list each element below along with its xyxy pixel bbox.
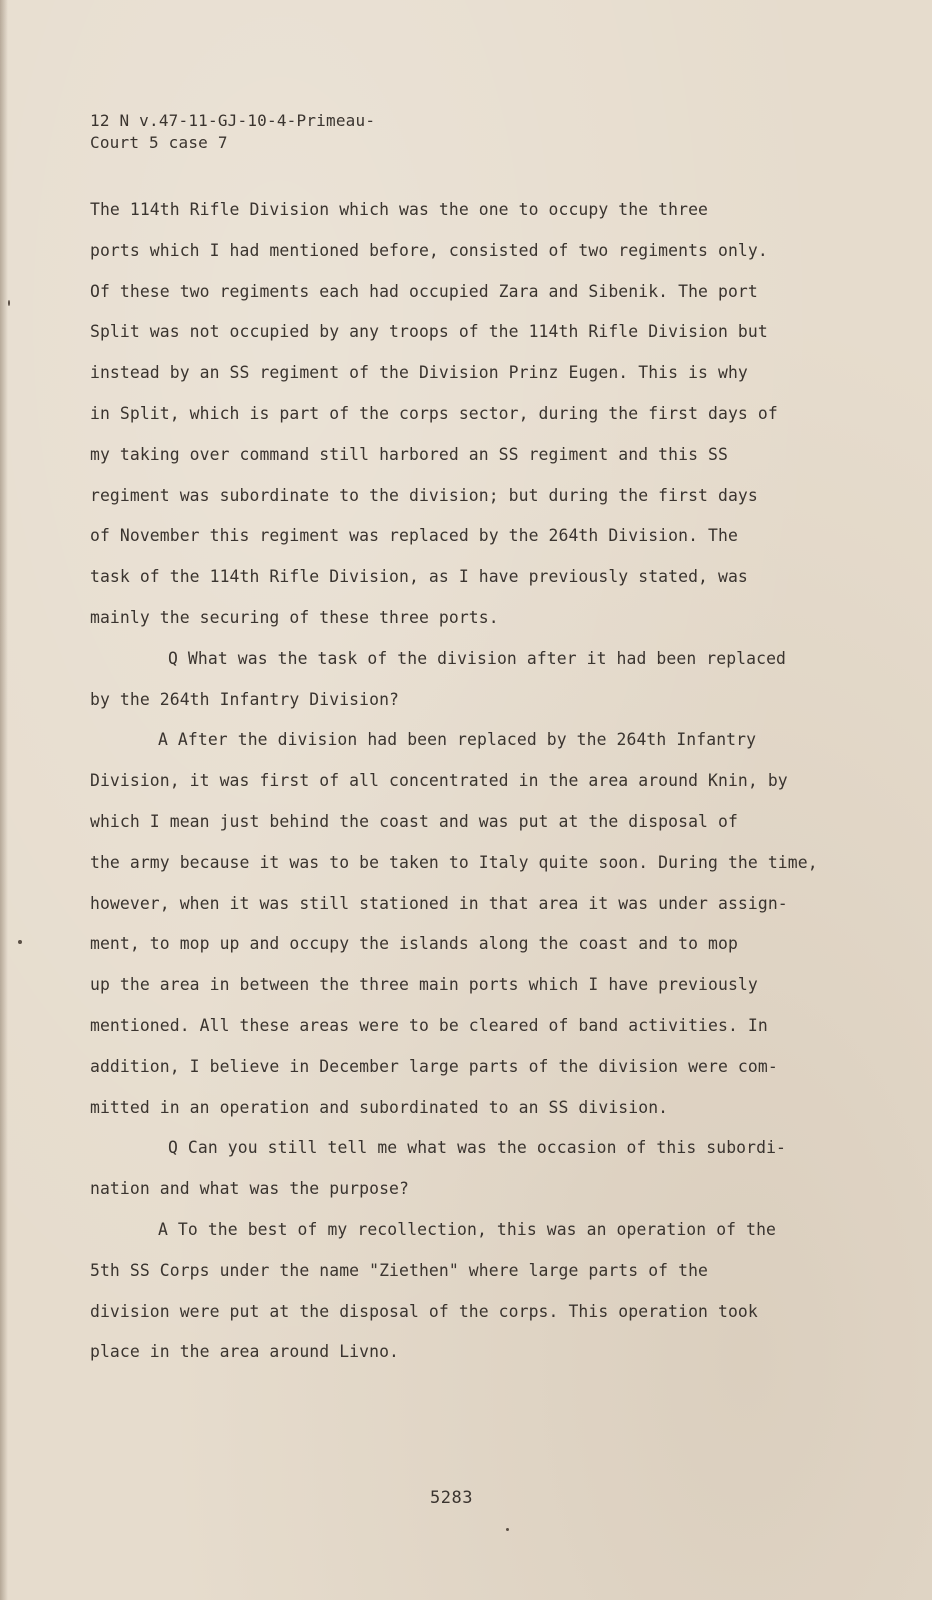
text-line: my taking over command still harbored an SS regiment and this SS bbox=[90, 444, 728, 464]
opening-paragraph bbox=[90, 190, 850, 639]
document-header bbox=[90, 110, 375, 154]
answer-1 bbox=[90, 720, 850, 1128]
text-line: instead by an SS regiment of the Division Prinz Eugen. This is why bbox=[90, 363, 748, 383]
text-line: A To the best of my recollection, this was an operation of the bbox=[158, 1219, 777, 1239]
text-line: regiment was subordinate to the division; but during the first days bbox=[90, 485, 758, 505]
header-reference: 12 N v.47-11-GJ-10-4-Primeau- bbox=[90, 111, 376, 130]
text-line: the army because it was to be taken to Italy quite soon. During the time, bbox=[90, 852, 818, 872]
text-line: mitted in an operation and subordinated to an SS division. bbox=[90, 1097, 669, 1117]
text-line: 5th SS Corps under the name "Ziethen" where large parts of the bbox=[90, 1260, 709, 1280]
paper-speck bbox=[506, 1528, 509, 1531]
text-line: mainly the securing of these three ports. bbox=[90, 607, 499, 627]
text-line: however, when it was still stationed in that area it was under assign- bbox=[90, 893, 788, 913]
paper-speck bbox=[18, 940, 22, 944]
text-line: Q Can you still tell me what was the occasion of this subordi- bbox=[168, 1138, 787, 1158]
text-line: up the area in between the three main ports which I have previously bbox=[90, 975, 758, 995]
text-line: Q What was the task of the division after it had been replaced bbox=[168, 648, 787, 668]
header-court-case: Court 5 case 7 bbox=[90, 133, 228, 152]
question-1 bbox=[90, 639, 850, 721]
answer-2 bbox=[90, 1210, 850, 1373]
text-line: which I mean just behind the coast and was put at the disposal of bbox=[90, 811, 738, 831]
text-line: division were put at the disposal of the corps. This operation took bbox=[90, 1301, 758, 1321]
text-line: A After the division had been replaced by the 264th Infantry bbox=[158, 730, 757, 750]
page-number: 5283 bbox=[430, 1488, 473, 1508]
page-edge-shadow bbox=[0, 0, 8, 1600]
text-line: place in the area around Livno. bbox=[90, 1342, 400, 1362]
text-line: by the 264th Infantry Division? bbox=[90, 689, 400, 709]
text-line: ment, to mop up and occupy the islands along the coast and to mop bbox=[90, 934, 738, 954]
text-line: addition, I believe in December large parts of the division were com- bbox=[90, 1056, 778, 1076]
text-line: in Split, which is part of the corps sector, during the first days of bbox=[90, 403, 778, 423]
text-line: Division, it was first of all concentrated in the area around Knin, by bbox=[90, 771, 788, 791]
question-2 bbox=[90, 1128, 850, 1210]
text-line: Split was not occupied by any troops of the 114th Rifle Division but bbox=[90, 322, 768, 342]
text-line: task of the 114th Rifle Division, as I have previously stated, was bbox=[90, 567, 748, 587]
text-line: nation and what was the purpose? bbox=[90, 1179, 409, 1199]
testimony-body bbox=[90, 190, 850, 1373]
text-line: mentioned. All these areas were to be cleared of band activities. In bbox=[90, 1015, 768, 1035]
text-line: Of these two regiments each had occupied Zara and Sibenik. The port bbox=[90, 281, 758, 301]
text-line: The 114th Rifle Division which was the one to occupy the three bbox=[90, 200, 709, 219]
text-line: of November this regiment was replaced by the 264th Division. The bbox=[90, 526, 738, 546]
paper-speck bbox=[8, 300, 10, 306]
text-line: ports which I had mentioned before, consisted of two regiments only. bbox=[90, 240, 768, 260]
